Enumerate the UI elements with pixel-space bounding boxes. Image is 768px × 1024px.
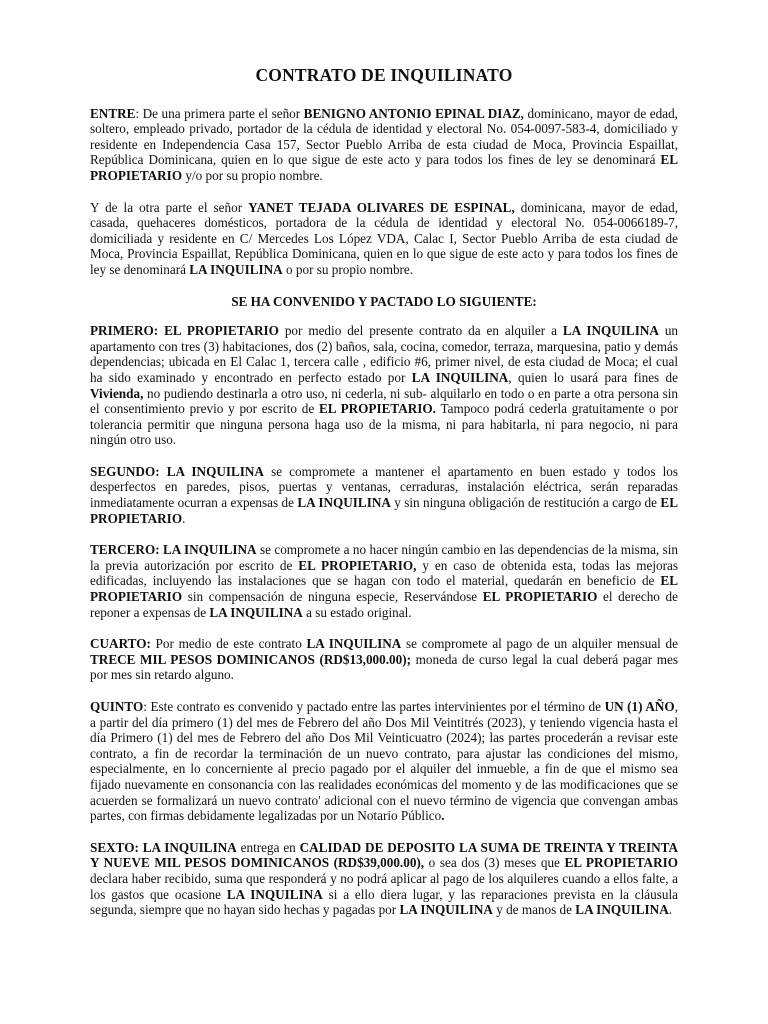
tercero-text-1: se compromete a no hacer ningún cambio en las dependencias de la misma, sin la previa autorización por escrito de — [90, 542, 679, 573]
segundo-text-3: . — [182, 510, 186, 526]
segundo-bold-1: LA INQUILINA — [166, 463, 264, 479]
primero-text-0: : — [153, 323, 165, 339]
primero-bold-5: EL PROPIETARIO. — [318, 401, 436, 417]
entre-text-1: : De una primera parte el señor — [135, 105, 304, 121]
tercero-bold-1: LA INQUILINA — [163, 542, 257, 558]
contract-document — [90, 65, 679, 934]
quinto-label: QUINTO — [90, 699, 144, 714]
tercero-text-5: a su estado original. — [302, 604, 412, 620]
entre-text-2: dominicano, mayor de edad, soltero, empleado privado, portador de la cédula de identidad y electoral No. 054-0097-583-4, domiciliado y residente en Independencia Casa 157, Sector Pueblo Arriba de esta ciudad de Moca, Provincia Espaillat, República Dominicana, quien en lo que sigue de este acto y para todos los fines de ley se denominará — [90, 105, 678, 168]
tenant-name: YANET TEJADA OLIVARES DE ESPINAL, — [248, 199, 515, 215]
primero-label: PRIMERO — [90, 323, 154, 339]
clause-quinto — [90, 699, 678, 824]
tercero-label: TERCERO: — [90, 542, 160, 558]
clause-primero — [90, 323, 678, 448]
clause-tercero — [90, 542, 678, 620]
clause-entre — [90, 106, 678, 184]
tercero-text-4: el derecho de reponer a expensas de — [90, 589, 678, 620]
sexto-text-1: entrega en — [236, 839, 300, 855]
tercero-text-2: y en caso de obtenida esta, todas las mejoras edificadas, incluyendo las instalaciones que se hagan con todo el material, quedarán en beneficio de — [90, 557, 678, 589]
otra-text-2: dominicana, mayor de edad, casada, quehaceres domésticos, portadora de la cédula de identidad y electoral No. 054-0066189-7, domiciliada y residente en C/ Mercedes Los López VDA, Calac I, Sector Pueblo Arriba de esta ciudad de Moca, Provincia Espaillat, República Dominicana, quien en lo que sigue de este acto y para todos los fines de ley se denominará — [90, 199, 679, 277]
cuarto-label: CUARTO: — [90, 636, 151, 652]
segundo-text-0 — [160, 464, 167, 479]
cuarto-text-2: se compromete al pago de un alquiler mensual de — [401, 636, 678, 652]
cuarto-text-3: moneda de curso legal la cual deberá pagar mes por mes sin retardo alguno. — [90, 651, 678, 683]
segundo-bold-3: EL PROPIETARIO — [90, 495, 678, 526]
cuarto-text-1: Por medio de este contrato — [150, 636, 307, 652]
primero-bold-1: EL PROPIETARIO — [164, 323, 279, 339]
segundo-bold-2: LA INQUILINA — [297, 495, 391, 511]
tercero-bold-2: EL PROPIETARIO, — [298, 557, 417, 573]
primero-text-2: un apartamento con tres (3) habitaciones, dos (2) baños, sala, cocina, comedor, terraza, marquesina, patio y demás dependencias; ubicada en El Calac 1, tercera calle , edificio #6, primer nivel, de esta ciudad de Moca; el cual ha sido examinado y encontrado en perfecto estado por — [90, 323, 679, 385]
owner-name: BENIGNO ANTONIO EPINAL DIAZ, — [303, 105, 524, 121]
sexto-bold-3: EL PROPIETARIO — [564, 855, 678, 871]
segundo-text-1: se compromete a mantener el apartamento en buen estado y todos los desperfectos en paredes, pisos, puertas y ventanas, cerraduras, instalación eléctrica, serán reparadas inmediatamente ocurran a expensas de — [90, 463, 679, 511]
cuarto-bold-2: TRECE MIL PESOS DOMINICANOS (RD$13,000.00); — [90, 651, 412, 667]
sexto-text-3: declara haber recibido, suma que responderá y no podrá aplicar al pago de los alquileres cuando a ellos falte, a los gastos que ocasione — [90, 870, 678, 902]
sexto-bold-5: LA INQUILINA — [399, 902, 493, 918]
sexto-bold-4: LA INQUILINA — [226, 886, 323, 902]
cuarto-bold-1: LA INQUILINA — [306, 636, 402, 652]
tercero-bold-5: LA INQUILINA — [209, 604, 303, 620]
entre-label: ENTRE — [90, 105, 136, 121]
sexto-bold-2: CALIDAD DE DEPOSITO LA SUMA DE TREINTA Y TREINTA Y NUEVE MIL PESOS DOMINICANOS (RD$39,000.00), — [90, 839, 678, 871]
primero-text-3: , quien lo usará para fines de — [508, 369, 679, 385]
tercero-bold-3: EL PROPIETARIO — [90, 573, 678, 605]
segundo-text-2: y sin ninguna obligación de restitución a cargo de — [390, 495, 661, 511]
owner-role: EL PROPIETARIO — [90, 152, 678, 183]
tercero-text-3: sin compensación de ninguna especie, Reservándose — [182, 589, 483, 605]
otra-text-3: o por su propio nombre. — [282, 261, 414, 277]
primero-text-5: Tampoco podrá cederla gratuitamente o por tolerancia permitir que ninguna persona haga uso de la misma, ni para habitarla, ni para negocio, ni para ningún otro uso. — [90, 401, 678, 448]
document-title: CONTRATO DE INQUILINATO — [255, 65, 513, 85]
sexto-text-4: si a ello diera lugar, y las reparaciones prevista en la cláusula segunda, siempre que no hayan sido hechas y pagadas por — [90, 886, 678, 918]
primero-bold-3: LA INQUILINA — [411, 369, 509, 385]
primero-text-4: no pudiendo destinarla a otro uso, ni cederla, ni sub- alquilarlo en todo o en parte a otra persona sin el consentimiento previo y por escrito de — [90, 385, 678, 417]
sexto-text-6: . — [668, 902, 673, 918]
quinto-text-1: : Este contrato es convenido y pactado entre las partes intervinientes por el término de — [143, 699, 605, 714]
segundo-label: SEGUNDO: — [90, 463, 160, 479]
tercero-bold-4: EL PROPIETARIO — [482, 589, 598, 605]
quinto-text-2: , a partir del día primero (1) del mes de Febrero del año Dos Mil Veintitrés (2023), y teniendo vigencia hasta el día Primero (1) del mes de Febrero del año Dos Mil Veinticuatro (2024); las partes procederán a revisar este contrato, a fin de recordar la terminación de un nuevo contrato, para ajustar las condiciones del mismo, especialmente, en lo concerniente al precio pagado por el alquiler del inmueble, a fin de que el mismo sea fijado nuevamente en consonancia con las realidades económicas del momento y de las modificaciones que se acuerden se formalizará un nuevo contrato' adicional con el nuevo término de vigencia que convengan ambas partes, con firmas debidamente legalizadas por un Notario Público — [90, 699, 678, 824]
sexto-bold-6: LA INQUILINA — [575, 902, 669, 918]
otra-text-1: Y de la otra parte el señor — [90, 199, 249, 215]
tenant-role: LA INQUILINA — [189, 261, 283, 277]
sexto-text-2: o sea dos (3) meses que — [424, 855, 565, 871]
clause-sexto — [90, 840, 678, 918]
primero-bold-4: Vivienda, — [90, 385, 144, 401]
quinto-bold-2: . — [441, 808, 445, 824]
primero-text-1: por medio del presente contrato da en alquiler a — [278, 323, 563, 339]
entre-text-3: y/o por su propio nombre. — [182, 167, 323, 183]
quinto-bold-1: UN (1) AÑO — [604, 699, 675, 714]
clause-segundo — [90, 464, 678, 526]
clause-otra-parte — [90, 200, 678, 278]
section-heading: SE HA CONVENIDO Y PACTADO LO SIGUIENTE: — [231, 293, 537, 309]
sexto-text-5: y de manos de — [492, 902, 576, 918]
clause-cuarto — [90, 636, 678, 683]
sexto-label: SEXTO: — [90, 839, 139, 855]
primero-bold-2: LA INQUILINA — [562, 323, 659, 339]
sexto-bold-1: LA INQUILINA — [142, 839, 237, 855]
